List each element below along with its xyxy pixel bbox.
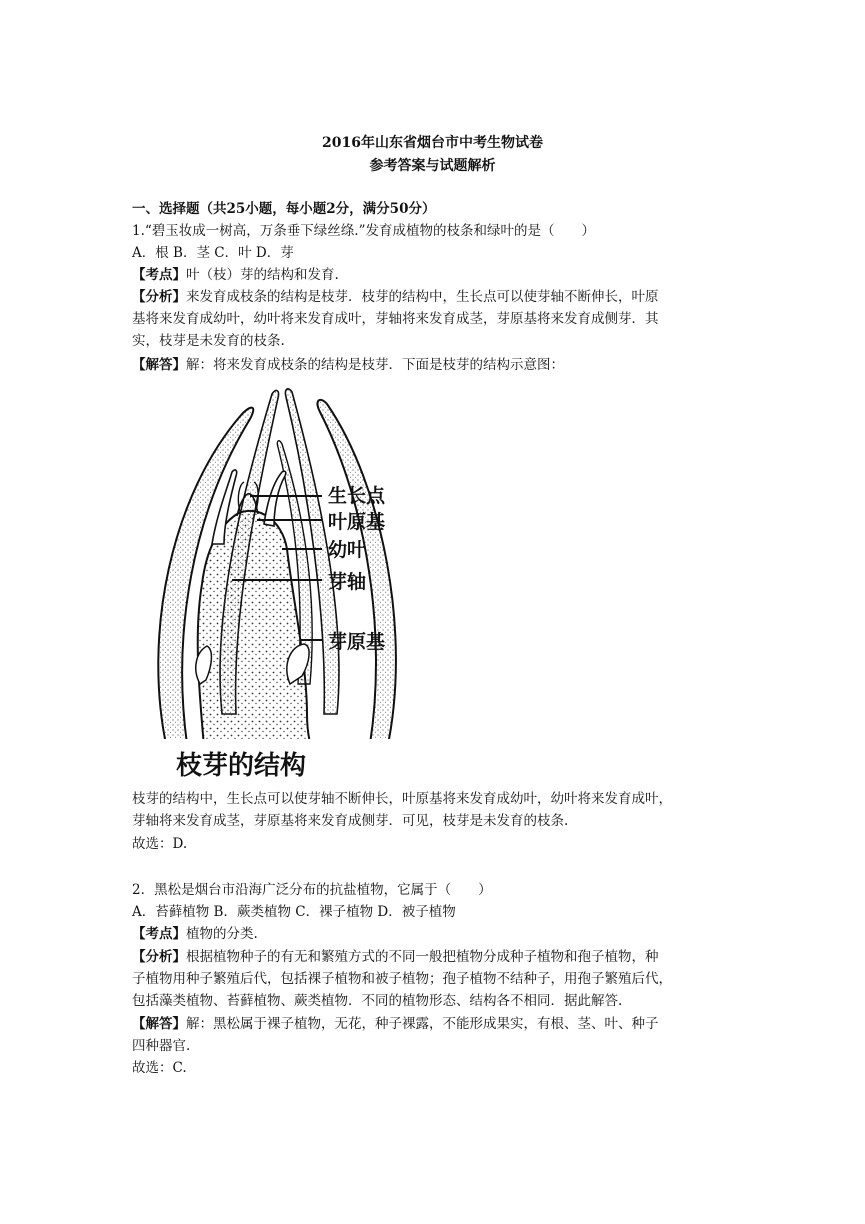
q2-fenxi-line3: 包括藻类植物、苔藓植物、蕨类植物．不同的植物形态、结构各不相同．据此解答. [132,993,623,1009]
q2-fenxi-line1: 根据植物种子的有无和繁殖方式的不同一般把植物分成种子植物和孢子植物，种 [186,949,659,965]
q1-options: A．根 B．茎 C．叶 D．芽 [132,245,294,261]
label-bud-axis: 芽轴 [328,571,367,593]
q1-jieda-text: 解：将来发育成枝条的结构是枝芽．下面是枝芽的结构示意图： [186,357,564,373]
q1-after-line1: 枝芽的结构中，生长点可以使芽轴不断伸长，叶原基将来发育成幼叶，幼叶将来发育成叶， [132,791,672,807]
q2-fenxi-line2: 子植物用种子繁殖后代，包括裸子植物和被子植物；孢子植物不结种子，用孢子繁殖后代， [132,971,672,987]
q2-options: A．苔藓植物 B．蕨类植物 C．裸子植物 D．被子植物 [132,904,456,920]
q1-answer: 故选：D. [132,836,188,852]
q2-jieda-line2: 四种器官. [132,1038,191,1054]
q2-answer: 故选：C. [132,1060,187,1076]
label-young-leaf: 幼叶 [328,539,367,561]
q2-jieda [132,1013,732,1035]
q2-jieda-line1: 解：黑松属于裸子植物，无花，种子裸露，不能形成果实，有根、茎、叶、种子 [186,1016,659,1032]
q1-kaodian-text: 叶（枝）芽的结构和发育. [186,267,339,283]
q1-stem: 1.“碧玉妆成一树高，万条垂下绿丝绦.”发育成植物的枝条和绿叶的是（ ） [132,223,595,239]
label-bud-primordium: 芽原基 [328,631,386,653]
q1-fenxi-tag: 【分析】 [132,289,186,305]
q1-fenxi [132,286,732,308]
q1-jieda-tag: 【解答】 [132,357,186,373]
q2-fenxi-tag: 【分析】 [132,949,186,965]
q1-kaodian-tag: 【考点】 [132,267,186,283]
q2-kaodian [132,923,732,945]
q2-kaodian-text: 植物的分类. [186,926,258,942]
section-heading: 一、选择题（共25小题，每小题2分，满分50分） [132,201,436,217]
q2-jieda-tag: 【解答】 [132,1016,186,1032]
figure-caption: 枝芽的结构 [176,751,307,781]
label-growth-point: 生长点 [328,485,386,507]
q1-after-line2: 芽轴将来发育成茎，芽原基将来发育成侧芽．可见，枝芽是未发育的枝条. [132,813,569,829]
q1-fenxi-line3: 实，枝芽是未发育的枝条. [132,333,285,349]
q1-fenxi-line2: 基将来发育成幼叶，幼叶将来发育成叶，芽轴将来发育成茎，芽原基将来发育成侧芽．其 [132,311,659,327]
q1-jieda [132,354,732,376]
document-title: 2016年山东省烟台市中考生物试卷 [322,135,543,151]
document-subtitle: 参考答案与试题解析 [369,158,496,174]
q2-stem: 2．黑松是烟台市沿海广泛分布的抗盐植物，它属于（ ） [132,882,492,898]
q2-fenxi [132,946,732,968]
label-leaf-primordium: 叶原基 [328,511,386,533]
q2-kaodian-tag: 【考点】 [132,926,186,942]
bud-structure-figure [132,384,422,784]
q1-fenxi-line1: 来发育成枝条的结构是枝芽．枝芽的结构中，生长点可以使芽轴不断伸长，叶原 [186,289,659,305]
q1-kaodian [132,264,732,286]
